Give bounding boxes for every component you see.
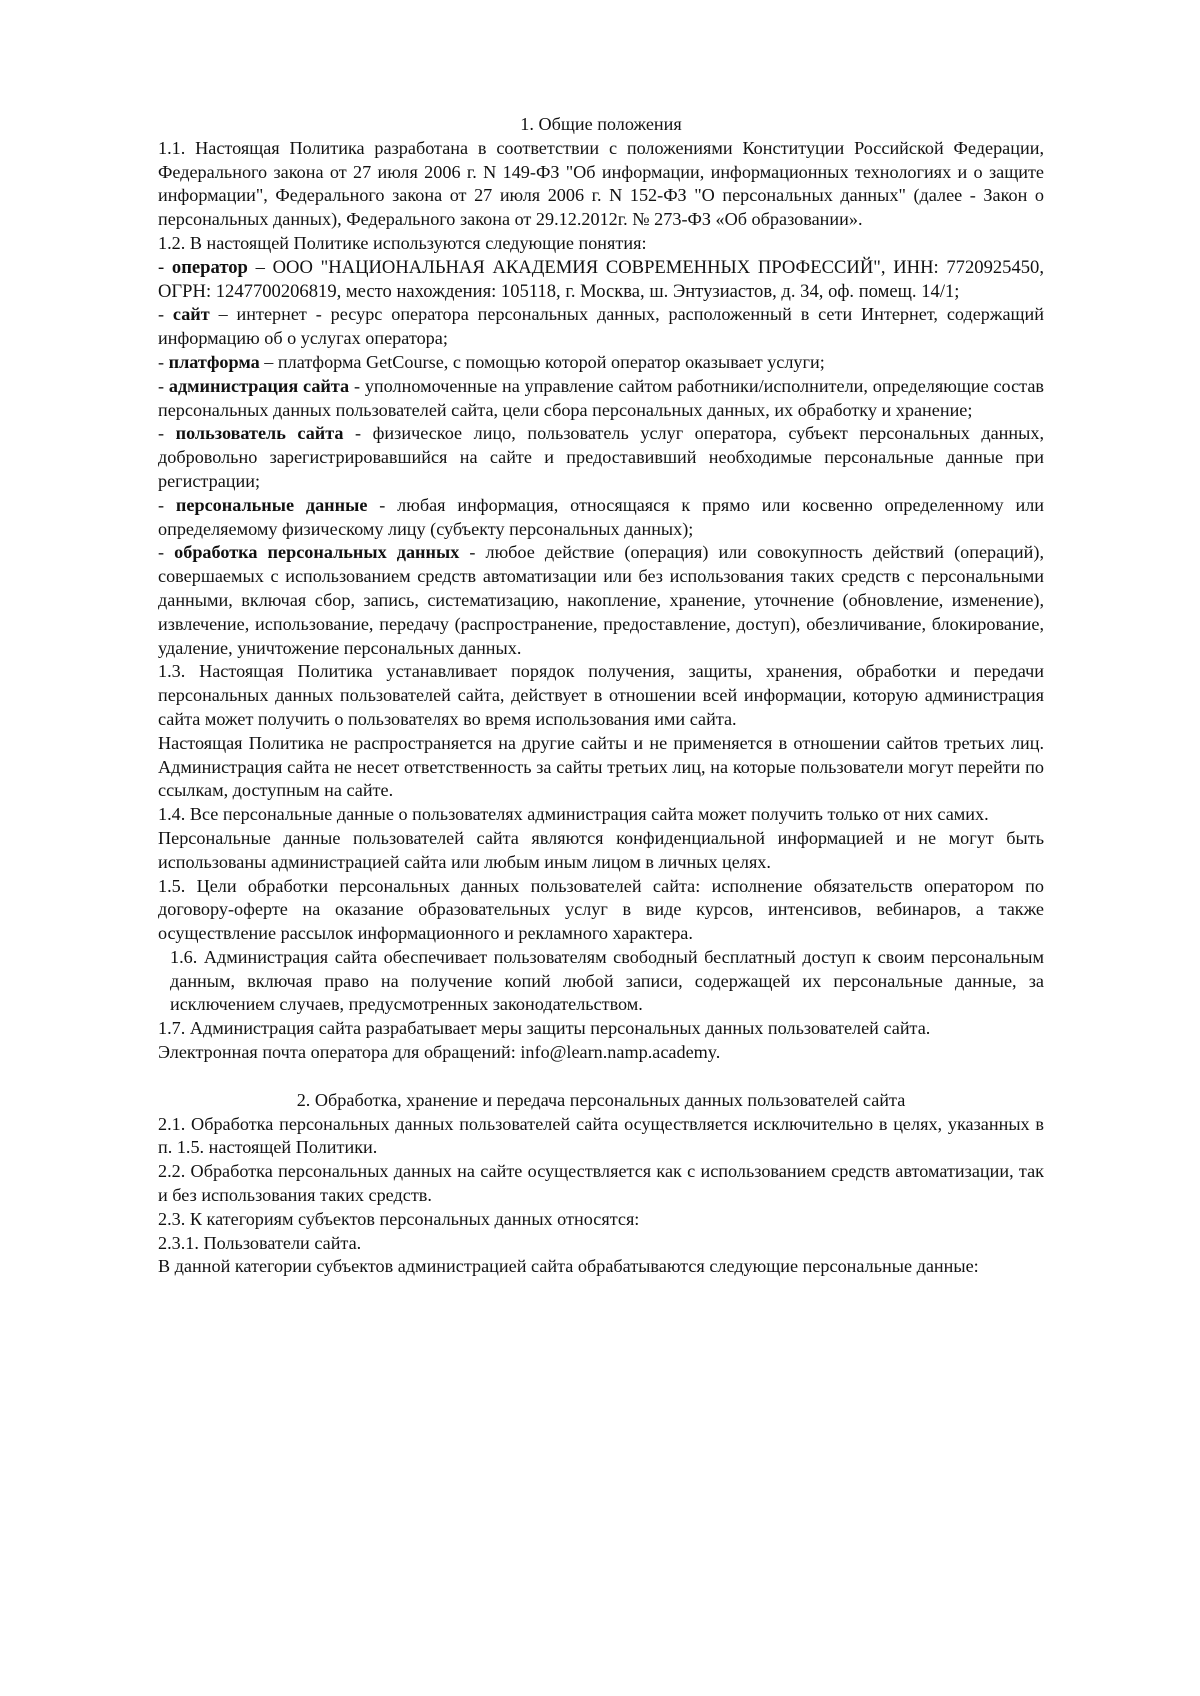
definition-personal-data [158,494,1044,542]
definition-text: – ООО "НАЦИОНАЛЬНАЯ АКАДЕМИЯ СОВРЕМЕННЫХ ПРОФЕССИЙ", ИНН: 7720925450, ОГРН: 1247700206819, место нахождения: 105118, г. Москва, ш. Энтузиастов, д. 34, оф. помещ. 14/1; [158,256,1044,302]
definition-text: – платформа GetCourse, с помощью которой оператор оказывает услуги; [259,351,825,372]
paragraph-1-3: 1.3. Настоящая Политика устанавливает порядок получения, защиты, хранения, обработки и передачи персональных данных пользователей сайта, действует в отношении всей информации, которую администрация сайта может получить о пользователях во время использования ими сайта. [158,661,1044,729]
definition-prefix: - [158,494,176,515]
definition-term: оператор [171,256,248,278]
definition-term: обработка персональных данных [174,542,460,563]
section-1-heading: 1. Общие положения [520,114,682,134]
definition-prefix: - [158,375,169,396]
paragraph-1-2: 1.2. В настоящей Политике используются следующие понятия: [158,232,647,253]
contact-email-line [158,1041,1044,1065]
definition-term: персональные данные [175,494,368,515]
definition-site-user [158,422,1044,493]
section-spacer [158,1065,1044,1089]
paragraph-2-3-1-continued: В данной категории субъектов администрацией сайта обрабатываются следующие персональные данные: [158,1256,979,1277]
paragraph-1-4-continued: Персональные данные пользователей сайта являются конфиденциальной информацией и не могут быть использованы администрацией сайта или любым иным лицом в личных целях. [158,827,1044,872]
definition-term: пользователь сайта [175,423,344,444]
email-end: . [715,1042,721,1063]
definition-site-administration [158,375,1044,423]
paragraph-1-1: 1.1. Настоящая Политика разработана в соответствии с положениями Конституции Российской Федерации, Федерального закона от 27 июля 2006 г. N 149-ФЗ "Об информации, информационных технологиях и о защите информации", Федерального закона от 27 июля 2006 г. N 152-ФЗ "О персональных данных" (далее - Закон о персональных данных), Федерального закона от 29.12.2012г. № 273-ФЗ «Об образовании». [158,137,1044,230]
paragraph-1-7: 1.7. Администрация сайта разрабатывает меры защиты персональных данных пользователей сайта. [158,1018,931,1039]
definition-term: сайт [172,304,210,325]
document-page [158,113,1044,1279]
definition-site [158,303,1044,351]
paragraph-2-3-1: 2.3.1. Пользователи сайта. [158,1232,362,1253]
definition-text: - физическое лицо, пользователь услуг оператора, субъект персональных данных, добровольно зарегистрировавшийся на сайте и предоставивший необходимые персональные данные при регистрации; [158,423,1044,491]
definition-term: администрация сайта [168,375,350,396]
definition-prefix: - [158,256,172,278]
definition-prefix: - [158,423,176,444]
email-link[interactable]: info@learn.namp.academy [520,1042,716,1063]
paragraph-1-4: 1.4. Все персональные данные о пользователях администрация сайта может получить только от них самих. [158,804,989,825]
paragraph-2-2: 2.2. Обработка персональных данных на сайте осуществляется как с использованием средств автоматизации, так и без использования таких средств. [158,1161,1044,1206]
definition-operator [158,256,1044,304]
definition-prefix: - [158,304,173,325]
definition-term: платформа [168,351,260,372]
definition-text: – интернет - ресурс оператора персональных данных, расположенный в сети Интернет, содержащий информацию об о услугах оператора; [158,304,1044,349]
definition-prefix: - [158,351,169,372]
definition-text: - любое действие (операция) или совокупность действий (операций), совершаемых с использованием средств автоматизации или без использования таких средств с персональными данными, включая сбор, запись, систематизацию, накопление, хранение, уточнение (обновление, изменение), извлечение, использование, передачу (распространение, предоставление, доступ), обезличивание, блокирование, удаление, уничтожение персональных данных. [158,542,1045,658]
definition-platform [158,351,1044,375]
definition-prefix: - [158,542,175,563]
paragraph-1-6: 1.6. Администрация сайта обеспечивает пользователям свободный бесплатный доступ к своим персональным данным, включая право на получение копий любой записи, содержащей их персональные данные, за исключением случаев, предусмотренных законодательством. [170,946,1044,1015]
section-2-heading: 2. Обработка, хранение и передача персональных данных пользователей сайта [296,1089,906,1110]
email-label: Электронная почта оператора для обращений: [158,1042,521,1063]
definition-data-processing [158,541,1044,660]
paragraph-2-1: 2.1. Обработка персональных данных пользователей сайта осуществляется исключительно в целях, указанных в п. 1.5. настоящей Политики. [158,1113,1044,1158]
paragraph-1-5: 1.5. Цели обработки персональных данных пользователей сайта: исполнение обязательств оператором по договору-оферте на оказание образовательных услуг в виде курсов, интенсивов, вебинаров, а также осуществление рассылок информационного и рекламного характера. [158,875,1044,944]
paragraph-1-3-continued: Настоящая Политика не распространяется на другие сайты и не применяется в отношении сайтов третьих лиц. Администрация сайта не несет ответственность за сайты третьих лиц, на которые пользователи могут перейти по ссылкам, доступным на сайте. [158,732,1044,801]
paragraph-2-3: 2.3. К категориям субъектов персональных данных относятся: [158,1208,640,1229]
definition-text: - уполномоченные на управление сайтом работники/исполнители, определяющие состав персональных данных пользователей сайта, цели сбора персональных данных, их обработку и хранение; [158,375,1044,420]
definition-text: - любая информация, относящаяся к прямо или косвенно определенному или определяемому физическому лицу (субъекту персональных данных); [158,494,1045,539]
